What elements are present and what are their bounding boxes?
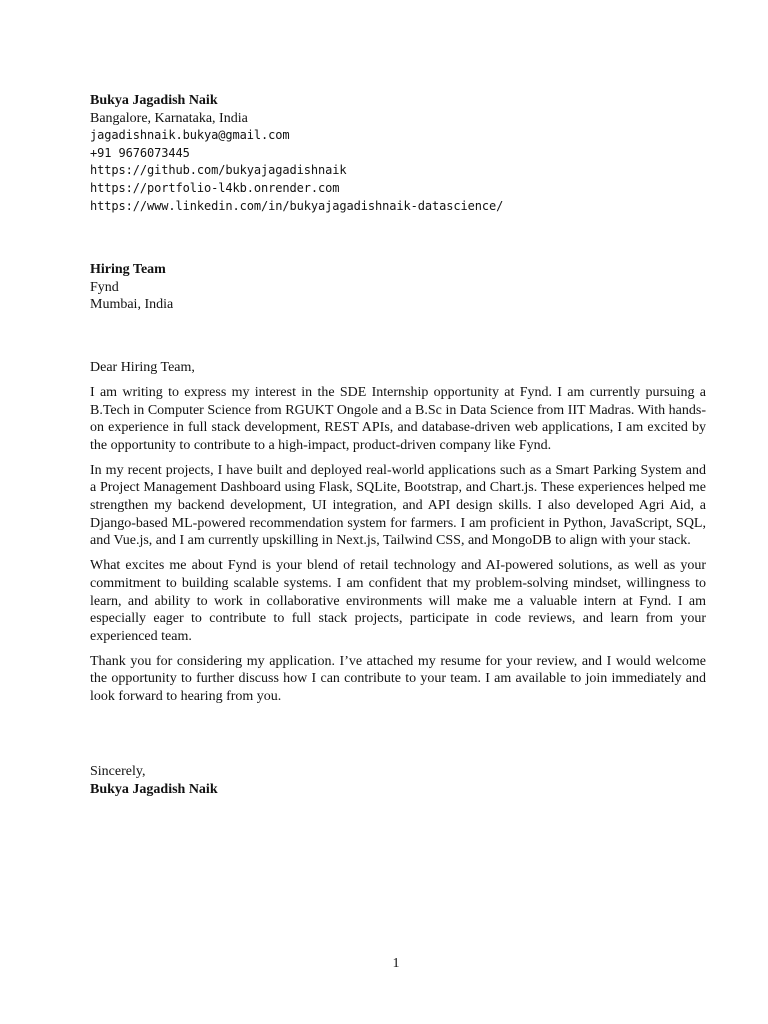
closing-block [90,763,218,798]
sender-github-link: https://github.com/bukyajagadishnaik [90,163,347,178]
recipient-title: Hiring Team [90,262,166,277]
recipient-block [90,261,706,314]
paragraph-motivation: What excites me about Fynd is your blend of retail technology and AI-powered solutions, as well as your commitment to building scalable systems. I am confident that my problem-solving mindset, willingness to learn, and ability to work in collaborative environments will make me a valuable intern at Fynd. I am especially eager to contribute to full stack projects, participate in code reviews, and learn from your experienced team. [90,558,706,644]
sender-email: jagadishnaik.bukya@gmail.com [90,128,290,143]
sender-linkedin-link: https://www.linkedin.com/in/bukyajagadishnaik-datascience/ [90,198,504,213]
recipient-company: Fynd [90,279,119,295]
sender-phone: +91 9676073445 [90,145,190,160]
sender-portfolio-link: https://portfolio-l4kb.onrender.com [90,180,340,195]
paragraph-projects: In my recent projects, I have built and deployed real-world applications such as a Smart Parking System and a Project Management Dashboard using Flask, SQLite, Bootstrap, and Chart.js. These experiences helped me strengthen my backend development, UI integration, and API design skills. I also developed Agri Aid, a Django-based ML-powered recommendation system for farmers. I am proficient in Python, JavaScript, SQL, and Vue.js, and I am currently upskilling in Next.js, Tailwind CSS, and MongoDB to align with your stack. [90,462,706,549]
paragraph-intro: I am writing to express my interest in the SDE Internship opportunity at Fynd. I am currently pursuing a B.Tech in Computer Science from RGUKT Ongole and a B.Sc in Data Science from IIT Madras. With hands-on experience in full stack development, REST APIs, and database-driven web applications, I am excited by the opportunity to contribute to a high-impact, product-driven company like Fynd. [90,385,706,453]
letter-page [90,0,706,1024]
closing-word: Sincerely, [90,764,146,779]
sender-block [90,92,706,215]
page-number: 1 [392,956,400,971]
sender-location: Bangalore, Karnataka, India [90,110,248,126]
recipient-location: Mumbai, India [90,297,174,313]
signature-name: Bukya Jagadish Naik [90,781,218,797]
paragraph-closing: Thank you for considering my application. I’ve attached my resume for your review, and I would welcome the opportunity to further discuss how I can contribute to your team. I am available to join immediately and look forward to hearing from you. [90,653,706,704]
sender-name: Bukya Jagadish Naik [90,93,218,108]
salutation: Dear Hiring Team, [90,360,195,375]
letter-body [90,384,706,713]
